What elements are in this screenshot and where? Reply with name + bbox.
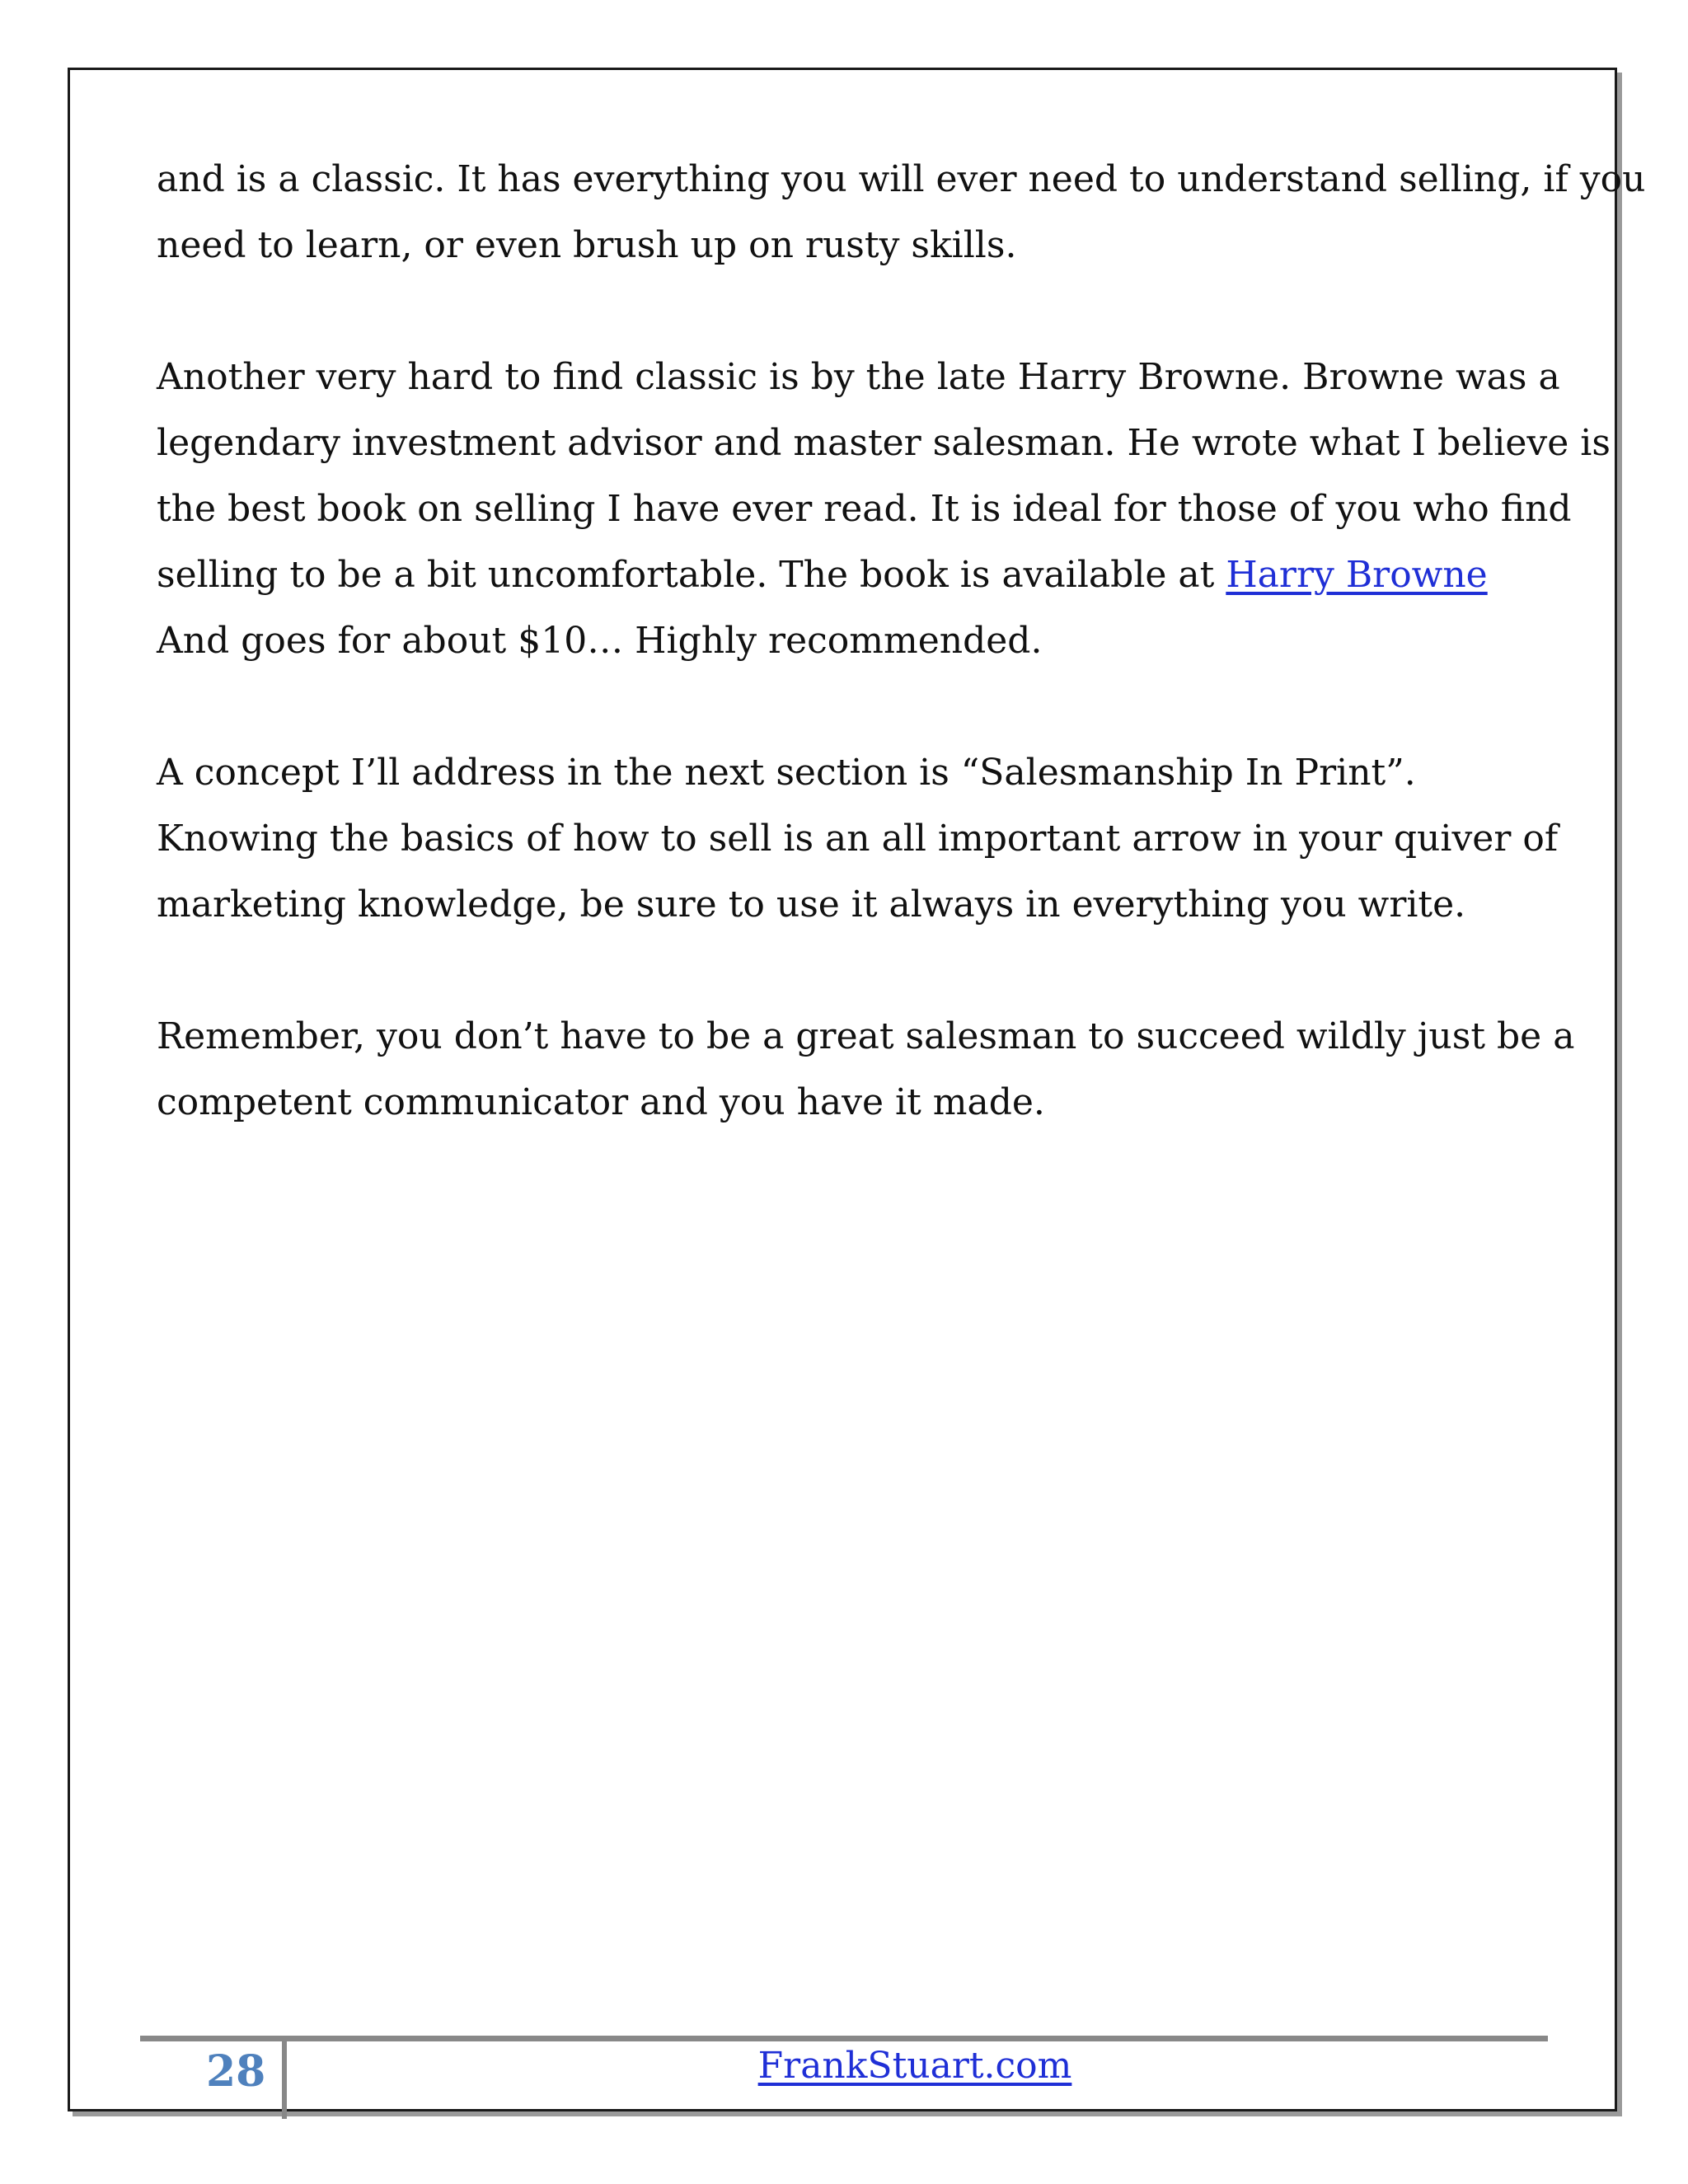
footer-site-link[interactable]: FrankStuart.com <box>757 2045 1072 2087</box>
text-line: Remember, you don’t have to be a great salesman to succeed wildly just be a <box>157 1015 1575 1057</box>
text-line-with-link <box>157 542 1558 608</box>
text-segment: selling to be a bit uncomfortable. The book is available at <box>157 554 1226 596</box>
body-text <box>157 147 1646 1202</box>
text-line: Another very hard to find classic is by the late Harry Browne. Browne was a <box>157 356 1560 398</box>
harry-browne-link[interactable]: Harry Browne <box>1226 554 1488 596</box>
text-line: A concept I’ll address in the next section is “Salesmanship In Print”. <box>157 752 1416 794</box>
paragraph-2 <box>157 344 1611 674</box>
text-line: legendary investment advisor and master salesman. He wrote what I believe is <box>157 422 1611 464</box>
paragraph-3 <box>157 740 1558 938</box>
text-line: need to learn, or even brush up on rusty skills. <box>157 224 1017 266</box>
footer-divider <box>282 2041 287 2119</box>
page-number: 28 <box>206 2046 266 2097</box>
text-line: the best book on selling I have ever read. It is ideal for those of you who find <box>157 488 1572 530</box>
paragraph-4 <box>157 1004 1575 1136</box>
paragraph-1 <box>157 147 1646 279</box>
text-line: Knowing the basics of how to sell is an all important arrow in your quiver of <box>157 818 1559 860</box>
text-line: And goes for about $10… Highly recommended. <box>157 620 1043 662</box>
text-line: competent communicator and you have it made. <box>157 1081 1045 1123</box>
text-line: marketing knowledge, be sure to use it always in everything you write. <box>157 883 1466 926</box>
text-line: and is a classic. It has everything you will ever need to understand selling, if you <box>157 158 1646 200</box>
